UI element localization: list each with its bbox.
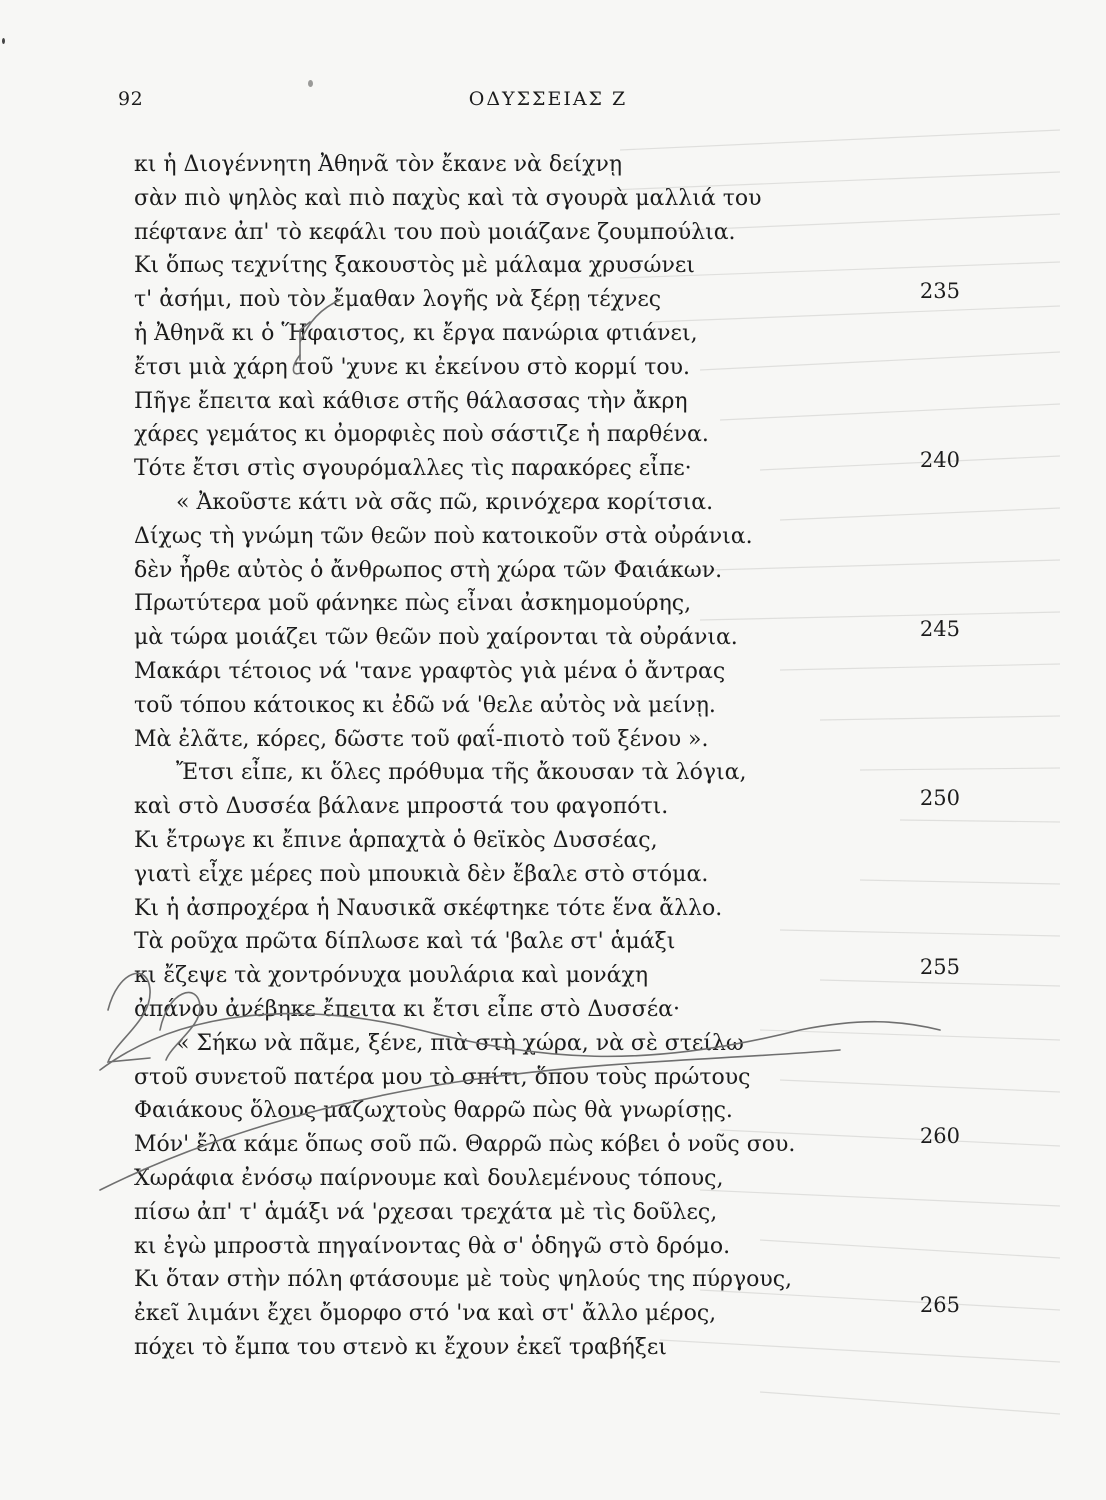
line-number: 250 [919, 786, 960, 811]
verse-text: δὲν ἦρθε αὐτὸς ὁ ἄνθρωπος στὴ χώρα τῶν Φαιάκων. [134, 557, 723, 583]
verse-text: πίσω ἀπ' τ' ἁμάξι νά 'ρχεσαι τρεχάτα μὲ τὶς δοῦλες, [134, 1199, 718, 1225]
verse-text: σὰν πιὸ ψηλὸς καὶ πιὸ παχὺς καὶ τὰ σγουρὰ μαλλιά του [134, 185, 762, 211]
verse-text: Φαιάκους ὅλους μαζωχτοὺς θαρρῶ πὼς θὰ γνωρίσῃς. [134, 1098, 733, 1124]
verse-line [120, 993, 960, 1027]
verse-line [120, 385, 960, 419]
verse-line [120, 1061, 960, 1095]
poem-text [120, 148, 960, 1365]
verse-text: Πῆγε ἔπειτα καὶ κάθισε στῆς θάλασσας τὴν ἄκρη [134, 388, 688, 414]
verse-line [120, 216, 960, 250]
verse-text: « Σήκω νὰ πᾶμε, ξένε, πιὰ στὴ χώρα, νὰ σὲ στείλω [176, 1030, 744, 1056]
line-number: 245 [919, 617, 960, 642]
verse-text: τοῦ τόπου κάτοικος κι ἐδῶ νά 'θελε αὐτὸς νὰ μείνῃ. [134, 692, 716, 718]
verse-line [120, 351, 960, 385]
verse-text: πέφτανε ἀπ' τὸ κεφάλι του ποὺ μοιάζανε ζουμπούλια. [134, 219, 736, 245]
verse-text: Πρωτύτερα μοῦ φάνηκε πὼς εἶναι ἀσκημομούρης, [134, 591, 692, 617]
verse-line [120, 786, 960, 824]
verse-text: Κι ὅταν στὴν πόλη φτάσουμε μὲ τοὺς ψηλούς της πύργους, [134, 1267, 793, 1293]
page-number: 92 [118, 88, 144, 110]
page-header [118, 88, 978, 118]
line-number: 240 [919, 448, 960, 473]
edge-speck [2, 38, 5, 44]
verse-line [120, 892, 960, 926]
verse-text: καὶ στὸ Δυσσέα βάλανε μπροστά του φαγοπότι. [134, 794, 669, 820]
verse-line [120, 1162, 960, 1196]
verse-line [120, 655, 960, 689]
running-title: ΟΔΥΣΣΕΙΑΣ Ζ [468, 88, 628, 110]
verse-line [120, 520, 960, 554]
verse-line [120, 858, 960, 892]
verse-text: γιατὶ εἶχε μέρες ποὺ μπουκιὰ δὲν ἔβαλε στὸ στόμα. [134, 861, 709, 887]
verse-line [120, 418, 960, 452]
verse-line [120, 723, 960, 757]
verse-text: πόχει τὸ ἔμπα του στενὸ κι ἔχουν ἐκεῖ τραβήξει [134, 1334, 667, 1360]
line-number: 260 [919, 1124, 960, 1149]
verse-text: Δίχως τὴ γνώμη τῶν θεῶν ποὺ κατοικοῦν στὰ οὐράνια. [134, 523, 753, 549]
verse-text: Τότε ἔτσι στὶς σγουρόμαλλες τὶς παρακόρες εἶπε· [134, 456, 692, 482]
verse-line [120, 317, 960, 351]
verse-line [120, 448, 960, 486]
verse-line [120, 182, 960, 216]
verse-line [120, 249, 960, 283]
line-number: 255 [919, 955, 960, 980]
verse-line [120, 756, 960, 790]
line-number: 235 [919, 279, 960, 304]
verse-text: Κι ἔτρωγε κι ἔπινε ἁρπαχτὰ ὁ θεϊκὸς Δυσσέας, [134, 827, 658, 853]
verse-line [120, 1196, 960, 1230]
line-number: 265 [919, 1293, 960, 1318]
verse-line [120, 554, 960, 588]
verse-text: κι ἔζεψε τὰ χοντρόνυχα μουλάρια καὶ μονάχη [134, 963, 649, 989]
verse-line [120, 1230, 960, 1264]
verse-text: Κι ὅπως τεχνίτης ξακουστὸς μὲ μάλαμα χρυσώνει [134, 253, 695, 279]
verse-line [120, 279, 960, 317]
verse-text: Μακάρι τέτοιος νά 'τανε γραφτὸς γιὰ μένα ὁ ἄντρας [134, 658, 726, 684]
verse-line [120, 824, 960, 858]
verse-line [120, 955, 960, 993]
verse-text: ἡ Ἀθηνᾶ κι ὁ Ἥφαιστος, κι ἔργα πανώρια φτιάνει, [134, 320, 698, 346]
verse-text: κι ἐγὼ μπροστὰ πηγαίνοντας θὰ σ' ὁδηγῶ στὸ δρόμο. [134, 1233, 731, 1259]
ink-speck [308, 80, 313, 87]
verse-line [120, 1263, 960, 1297]
verse-text: μὰ τώρα μοιάζει τῶν θεῶν ποὺ χαίρονται τὰ οὐράνια. [134, 625, 738, 651]
verse-text: χάρες γεμάτος κι ὀμορφιὲς ποὺ σάστιζε ἡ παρθένα. [134, 422, 709, 448]
verse-line [120, 486, 960, 520]
verse-text: « Ἀκοῦστε κάτι νὰ σᾶς πῶ, κρινόχερα κορίτσια. [176, 489, 714, 515]
verse-line [120, 1124, 960, 1162]
verse-line [120, 1094, 960, 1128]
verse-text: ἀπάνου ἀνέβηκε ἔπειτα κι ἔτσι εἶπε στὸ Δυσσέα· [134, 996, 680, 1022]
verse-line [120, 587, 960, 621]
verse-text: Χωράφια ἐνόσῳ παίρνουμε καὶ δουλεμένους τόπους, [134, 1165, 724, 1191]
verse-line [120, 1027, 960, 1061]
verse-text: Μὰ ἐλᾶτε, κόρες, δῶστε τοῦ φαΐ-πιοτὸ τοῦ ξένου ». [134, 726, 709, 752]
verse-line [120, 148, 960, 182]
verse-line [120, 689, 960, 723]
verse-line [120, 617, 960, 655]
verse-text: Μόν' ἔλα κάμε ὅπως σοῦ πῶ. Θαρρῶ πὼς κόβει ὁ νοῦς σου. [134, 1132, 796, 1158]
verse-text: στοῦ συνετοῦ πατέρα μου τὸ σπίτι, ὅπου τοὺς πρώτους [134, 1064, 751, 1090]
verse-text: κι ἡ Διογέννητη Ἀθηνᾶ τὸν ἔκανε νὰ δείχνῃ [134, 152, 622, 177]
verse-line [120, 925, 960, 959]
verse-text: ἐκεῖ λιμάνι ἔχει ὄμορφο στό 'να καὶ στ' ἄλλο μέρος, [134, 1301, 717, 1327]
verse-text: Κι ἡ ἀσπροχέρα ἡ Ναυσικᾶ σκέφτηκε τότε ἕνα ἄλλο. [134, 895, 723, 921]
verse-text: τ' ἀσήμι, ποὺ τὸν ἔμαθαν λογῆς νὰ ξέρῃ τέχνες [134, 287, 662, 313]
verse-line [120, 1331, 960, 1365]
verse-text: Τὰ ροῦχα πρῶτα δίπλωσε καὶ τά 'βαλε στ' ἁμάξι [134, 929, 676, 955]
verse-text: Ἔτσι εἶπε, κι ὅλες πρόθυμα τῆς ἄκουσαν τὰ λόγια, [176, 760, 747, 786]
verse-line [120, 1293, 960, 1331]
verse-text: ἔτσι μιὰ χάρη τοῦ 'χυνε κι ἐκείνου στὸ κορμί του. [134, 354, 690, 380]
